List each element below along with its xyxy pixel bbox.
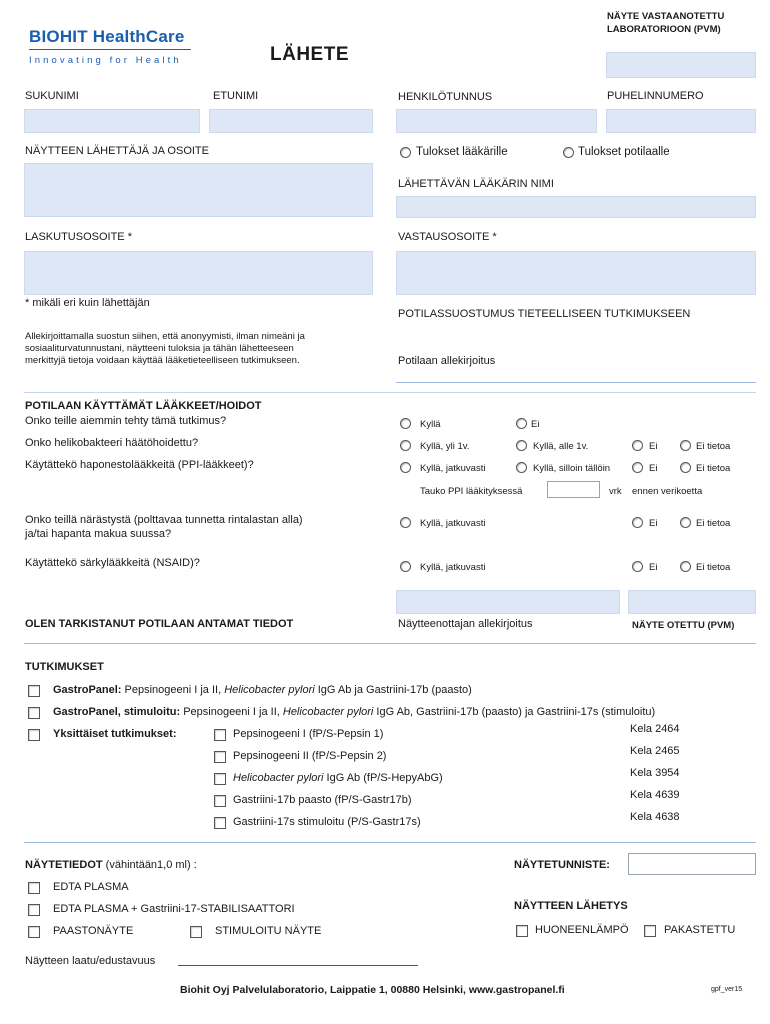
stimulated-sample-checkbox[interactable] (190, 926, 202, 938)
q2-unknown-radio[interactable] (680, 440, 691, 451)
single-tests-checkbox[interactable] (28, 729, 40, 741)
q5-unknown-label: Ei tietoa (696, 562, 731, 573)
q3-no-radio[interactable] (632, 462, 643, 473)
sampler-signature-field[interactable] (396, 590, 620, 614)
fasting-sample-checkbox[interactable] (28, 926, 40, 938)
section-divider (24, 392, 756, 393)
sample-date-label: NÄYTE OTETTU (PVM) (632, 620, 735, 631)
q5-continuous-radio[interactable] (400, 561, 411, 572)
edta-plasma-checkbox[interactable] (28, 882, 40, 894)
ppi-pause-label: Tauko PPI lääkityksessä (420, 486, 523, 497)
reply-field[interactable] (396, 251, 756, 295)
q2-over1y-radio[interactable] (400, 440, 411, 451)
quality-line[interactable] (178, 965, 418, 966)
q3-occasional-radio[interactable] (516, 462, 527, 473)
q5-unknown-radio[interactable] (680, 561, 691, 572)
gastropanel-label: GastroPanel: Pepsinogeeni I ja II, Helicobacter pylori IgG Ab ja Gastriini-17b (paasto) (53, 684, 472, 696)
ppi-pause-days-field[interactable] (547, 481, 600, 498)
quality-label: Näytteen laatu/edustavuus (25, 955, 156, 967)
q2-label: Onko helikobakteeri häätöhoidettu? (25, 437, 199, 449)
brand-underline (29, 49, 191, 50)
q1-no-label: Ei (531, 419, 540, 430)
room-temperature-label: HUONEENLÄMPÖ (535, 924, 629, 936)
q3-label: Käytättekö haponestolääkkeitä (PPI-lääkkeet)? (25, 459, 254, 471)
fasting-sample-label: PAASTONÄYTE (53, 925, 134, 937)
sender-label: NÄYTTEEN LÄHETTÄJÄ JA OSOITE (25, 145, 209, 157)
stimulated-sample-label: STIMULOITU NÄYTE (215, 925, 322, 937)
single-tests-label: Yksittäiset tutkimukset: (53, 728, 177, 740)
brand-logo: BIOHIT HealthCare (29, 27, 185, 46)
q1-label: Onko teille aiemmin tehty tämä tutkimus? (25, 415, 227, 427)
meds-heading: POTILAAN KÄYTTÄMÄT LÄÄKKEET/HOIDOT (25, 400, 262, 412)
q2-unknown-label: Ei tietoa (696, 441, 731, 452)
gastropanel-stimulated-label: GastroPanel, stimuloitu: Pepsinogeeni I ja II, Helicobacter pylori IgG Ab, Gastriini-17b (paasto) ja Gastriini-17s (stimuloitu) (53, 706, 656, 718)
footer-address: Biohit Oyj Palvelulaboratorio, Laippatie 1, 00880 Helsinki, www.gastropanel.fi (180, 984, 565, 996)
test-item-name: Gastriini-17b paasto (fP/S-Gastr17b) (233, 794, 412, 806)
form-version: gpf_ver15 (711, 986, 743, 993)
sample-id-label: NÄYTETUNNISTE: (514, 859, 610, 871)
consent-text-3: merkittyjä tietoja voidaan käyttää lääketieteelliseen tutkimukseen. (25, 355, 300, 366)
q4-label-line2: ja/tai hapanta makua suussa? (25, 528, 172, 540)
q3-unknown-radio[interactable] (680, 462, 691, 473)
q3-occasional-label: Kyllä, silloin tällöin (533, 463, 611, 474)
test-item-name: Pepsinogeeni I (fP/S-Pepsin 1) (233, 728, 384, 740)
q2-no-label: Ei (649, 441, 658, 452)
q1-no-radio[interactable] (516, 418, 527, 429)
q5-no-radio[interactable] (632, 561, 643, 572)
received-date-field[interactable] (606, 52, 756, 78)
test-item-checkbox[interactable] (214, 817, 226, 829)
results-patient-radio[interactable] (563, 147, 574, 158)
shipping-heading: NÄYTTEEN LÄHETYS (514, 900, 628, 912)
results-doctor-label: Tulokset lääkärille (416, 146, 508, 158)
phone-field[interactable] (606, 109, 756, 133)
frozen-label: PAKASTETTU (664, 924, 736, 936)
room-temperature-checkbox[interactable] (516, 925, 528, 937)
brand-tagline: Innovating for Health (29, 55, 182, 66)
edta-plasma-label: EDTA PLASMA (53, 881, 129, 893)
ppi-pause-note: ennen verikoetta (632, 486, 703, 497)
surname-label: SUKUNIMI (25, 90, 79, 102)
page-title: LÄHETE (270, 44, 349, 65)
q4-no-label: Ei (649, 518, 658, 529)
gastropanel-stimulated-checkbox[interactable] (28, 707, 40, 719)
consent-text-1: Allekirjoittamalla suostun siihen, että anonyymisti, ilman nimeäni ja (25, 331, 305, 342)
q2-over1y-label: Kyllä, yli 1v. (420, 441, 470, 452)
q4-no-radio[interactable] (632, 517, 643, 528)
firstname-field[interactable] (209, 109, 373, 133)
received-label-line1: NÄYTE VASTAANOTETTU (607, 11, 725, 22)
consent-text-2: sosiaaliturvatunnustani, näytteeni tuloksia ja tähän lähetteeseen (25, 343, 294, 354)
edta-stabilizer-checkbox[interactable] (28, 904, 40, 916)
surname-field[interactable] (24, 109, 200, 133)
q4-unknown-label: Ei tietoa (696, 518, 731, 529)
billing-label: LASKUTUSOSOITE * (25, 231, 132, 243)
billing-field[interactable] (24, 251, 373, 295)
sender-field[interactable] (24, 163, 373, 217)
firstname-label: ETUNIMI (213, 90, 259, 102)
received-label-line2: LABORATORIOON (PVM) (607, 24, 721, 35)
q5-label: Käytättekö särkylääkkeitä (NSAID)? (25, 557, 200, 569)
test-item-checkbox[interactable] (214, 729, 226, 741)
doctor-name-label: LÄHETTÄVÄN LÄÄKÄRIN NIMI (398, 178, 554, 190)
footnote: * mikäli eri kuin lähettäjän (25, 297, 150, 309)
frozen-checkbox[interactable] (644, 925, 656, 937)
q5-continuous-label: Kyllä, jatkuvasti (420, 562, 486, 573)
sample-info-heading: NÄYTETIEDOT (vähintään1,0 ml) : (25, 859, 197, 871)
test-item-name: Helicobacter pylori IgG Ab (fP/S-HepyAbG) (233, 772, 443, 784)
section-divider (24, 643, 756, 644)
test-item-name: Pepsinogeeni II (fP/S-Pepsin 2) (233, 750, 387, 762)
results-doctor-radio[interactable] (400, 147, 411, 158)
doctor-name-field[interactable] (396, 196, 756, 218)
ssn-label: HENKILÖTUNNUS (398, 91, 493, 103)
q3-unknown-label: Ei tietoa (696, 463, 731, 474)
ssn-field[interactable] (396, 109, 597, 133)
patient-signature-label: Potilaan allekirjoitus (398, 355, 496, 367)
test-item-checkbox[interactable] (214, 751, 226, 763)
tests-heading: TUTKIMUKSET (25, 661, 104, 673)
edta-stabilizer-label: EDTA PLASMA + Gastriini-17-STABILISAATTORI (53, 903, 295, 915)
q4-continuous-radio[interactable] (400, 517, 411, 528)
q4-unknown-radio[interactable] (680, 517, 691, 528)
sampler-signature-label: Näytteenottajan allekirjoitus (398, 618, 533, 630)
test-item-kela: Kela 3954 (630, 767, 680, 779)
q2-under1y-label: Kyllä, alle 1v. (533, 441, 589, 452)
q3-continuous-radio[interactable] (400, 462, 411, 473)
q4-label-line1: Onko teillä närästystä (polttavaa tunnetta rintalastan alla) (25, 514, 303, 526)
test-item-kela: Kela 4639 (630, 789, 680, 801)
test-item-name: Gastriini-17s stimuloitu (P/S-Gastr17s) (233, 816, 421, 828)
test-item-checkbox[interactable] (214, 795, 226, 807)
ppi-pause-unit: vrk (609, 486, 622, 497)
results-patient-label: Tulokset potilaalle (578, 146, 670, 158)
q2-no-radio[interactable] (632, 440, 643, 451)
test-item-kela: Kela 2465 (630, 745, 680, 757)
test-item-kela: Kela 4638 (630, 811, 680, 823)
q5-no-label: Ei (649, 562, 658, 573)
patient-signature-line[interactable] (396, 382, 756, 383)
q3-no-label: Ei (649, 463, 658, 474)
section-divider (24, 842, 756, 843)
consent-heading: POTILASSUOSTUMUS TIETEELLISEEN TUTKIMUKSEEN (398, 308, 691, 320)
q3-continuous-label: Kyllä, jatkuvasti (420, 463, 486, 474)
q4-continuous-label: Kyllä, jatkuvasti (420, 518, 486, 529)
sample-id-field[interactable] (628, 853, 756, 875)
q1-yes-label: Kyllä (420, 419, 441, 430)
phone-label: PUHELINNUMERO (607, 90, 704, 102)
test-item-kela: Kela 2464 (630, 723, 680, 735)
q2-under1y-radio[interactable] (516, 440, 527, 451)
test-item-checkbox[interactable] (214, 773, 226, 785)
q1-yes-radio[interactable] (400, 418, 411, 429)
verified-label: OLEN TARKISTANUT POTILAAN ANTAMAT TIEDOT (25, 618, 294, 630)
sample-date-field[interactable] (628, 590, 756, 614)
reply-label: VASTAUSOSOITE * (398, 231, 497, 243)
gastropanel-checkbox[interactable] (28, 685, 40, 697)
